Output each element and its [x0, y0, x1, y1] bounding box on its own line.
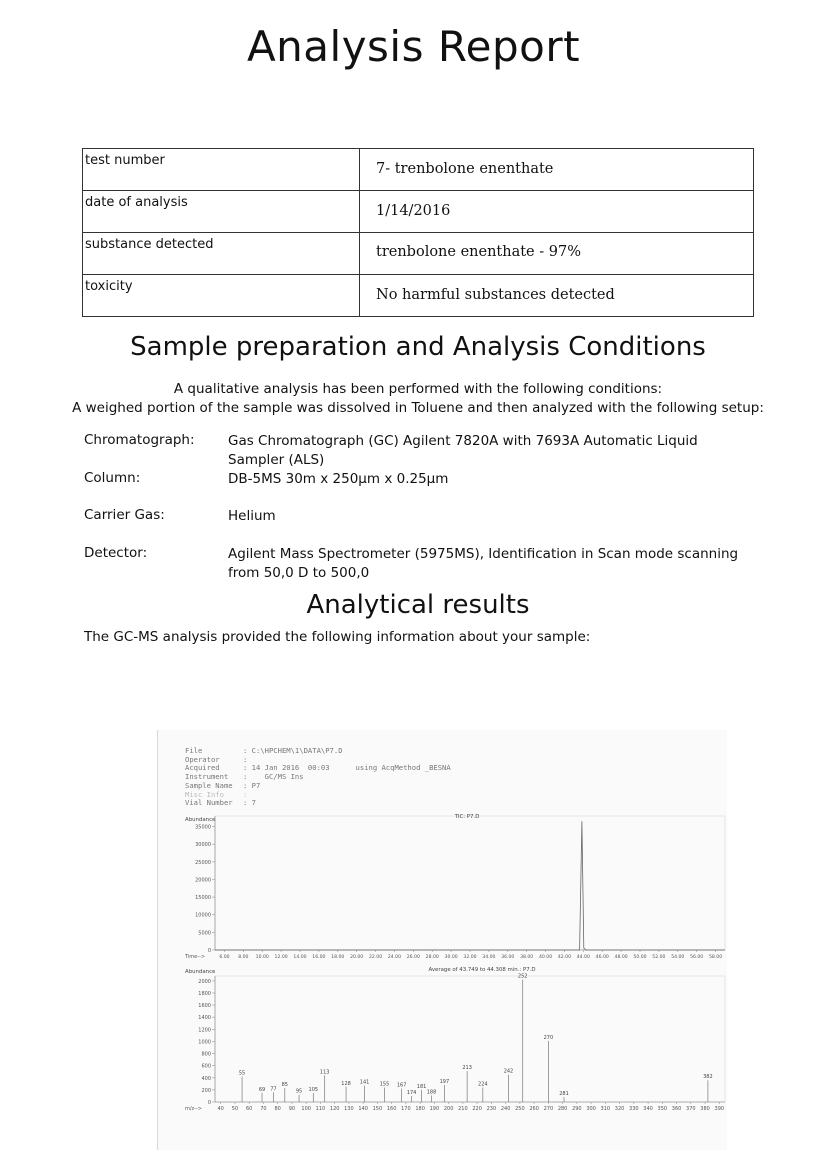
ms-x-tick-label: 60 — [246, 1106, 253, 1112]
ms-peak-label: 188 — [426, 1089, 437, 1096]
tic-x-tick-label: 22.00 — [368, 955, 383, 960]
meta-key: Operator — [185, 754, 220, 764]
ms-x-tick-label: 280 — [557, 1106, 568, 1112]
condition-value: Agilent Mass Spectrometer (5975MS), Identification in Scan mode scanning from 50,0 D to 500,0 — [228, 546, 739, 581]
ms-peak-label: 281 — [559, 1091, 569, 1098]
tic-x-tick-label: 52.00 — [652, 955, 666, 960]
table-label: toxicity — [83, 275, 360, 317]
ms-peak-label: 181 — [416, 1083, 427, 1090]
ms-x-axis-label: m/z--> — [185, 1106, 202, 1112]
tic-x-tick-label: 14.00 — [293, 955, 307, 960]
ms-x-tick-label: 70 — [260, 1106, 267, 1112]
tic-x-tick-label: 50.00 — [633, 955, 647, 960]
meta-key: Vial Number — [185, 798, 233, 808]
ms-peak-label: 382 — [703, 1074, 713, 1081]
ms-y-tick-label: 1000 — [198, 1039, 211, 1046]
results-intro: The GC-MS analysis provided the following information about your sample: — [84, 629, 591, 645]
ms-x-tick-label: 40 — [217, 1106, 224, 1112]
tic-x-tick-label: 48.00 — [614, 955, 628, 960]
gcms-charts — [157, 730, 727, 1150]
tic-x-tick-label: 8.00 — [238, 955, 249, 960]
tic-x-tick-label: 32.00 — [463, 955, 477, 960]
condition-label: Column: — [84, 470, 141, 486]
ms-x-tick-label: 50 — [231, 1106, 239, 1112]
meta-key: Acquired — [185, 763, 220, 773]
ms-peak-label: 55 — [238, 1070, 246, 1077]
table-row — [83, 233, 754, 275]
ms-x-tick-label: 290 — [572, 1106, 582, 1112]
ms-peak-label: 167 — [396, 1082, 407, 1089]
meta-value: : P7 — [243, 780, 261, 790]
ms-y-tick-label: 200 — [201, 1087, 211, 1094]
tic-x-tick-label: 24.00 — [387, 955, 402, 960]
meta-key: Misc Info — [185, 789, 224, 799]
ms-peak-label: 252 — [517, 973, 528, 980]
ms-y-tick-label: 2000 — [198, 978, 211, 985]
ms-x-tick-label: 210 — [458, 1106, 468, 1112]
tic-y-tick-label: 30000 — [195, 842, 211, 849]
meta-key: File — [185, 746, 203, 755]
ms-title: Average of 43.749 to 44.308 min.: P7.D — [428, 967, 536, 973]
ms-x-tick-label: 380 — [700, 1106, 710, 1112]
table-row — [83, 275, 754, 317]
tic-x-tick-label: 56.00 — [690, 955, 704, 960]
meta-value: : C:\HPCHEM\1\DATA\P7.D — [243, 746, 343, 755]
table-row — [83, 149, 754, 191]
ms-y-tick-label: 1800 — [198, 990, 211, 997]
tic-x-tick-label: 30.00 — [444, 955, 458, 960]
tic-plot-frame — [215, 816, 725, 950]
ms-x-tick-label: 260 — [529, 1106, 539, 1112]
ms-x-tick-label: 180 — [415, 1106, 425, 1112]
meta-value: : GC/MS Ins — [243, 772, 304, 782]
ms-peak-label: 69 — [258, 1086, 266, 1093]
tic-x-tick-label: 16.00 — [312, 955, 326, 960]
tic-x-tick-label: 54.00 — [671, 955, 685, 960]
ms-x-tick-label: 360 — [671, 1106, 682, 1112]
ms-x-tick-label: 350 — [657, 1106, 668, 1112]
meta-value: : 14 Jan 2016 00:03 using AcqMethod _BESNA — [243, 763, 451, 773]
condition-value: Helium — [228, 508, 276, 524]
tic-x-tick-label: 36.00 — [501, 955, 515, 960]
ms-peak-label: 174 — [406, 1089, 417, 1096]
section-heading-results: Analytical results — [306, 590, 530, 620]
tic-x-tick-label: 20.00 — [350, 955, 364, 960]
ms-peak-label: 77 — [270, 1086, 277, 1093]
ms-peak-label: 155 — [379, 1081, 390, 1088]
ms-x-tick-label: 140 — [358, 1106, 368, 1112]
ms-x-tick-label: 390 — [714, 1106, 725, 1112]
tic-x-tick-label: 26.00 — [406, 955, 420, 960]
table-value: 1/14/2016 — [360, 191, 754, 233]
ms-y-tick-label: 800 — [201, 1051, 211, 1058]
tic-y-tick-label: 10000 — [195, 912, 211, 919]
meta-key: Sample Name — [185, 780, 233, 790]
table-value: trenbolone enenthate - 97% — [360, 233, 754, 275]
condition-label: Chromatograph: — [84, 432, 195, 448]
tic-x-tick-label: 34.00 — [482, 955, 496, 960]
page-title: Analysis Report — [246, 22, 581, 71]
ms-x-tick-label: 170 — [401, 1106, 411, 1112]
ms-x-tick-label: 150 — [372, 1106, 383, 1112]
prep-intro-line-2: A weighed portion of the sample was dissolved in Toluene and then analyzed with the following setup: — [72, 400, 764, 416]
meta-value: : 7 — [243, 798, 256, 808]
table-label: substance detected — [83, 233, 360, 275]
ms-peak-label: 95 — [295, 1088, 303, 1095]
tic-x-tick-label: 42.00 — [557, 955, 572, 960]
meta-key: Instrument — [185, 772, 229, 782]
tic-title: TIC: P7.D — [454, 814, 480, 820]
condition-value: DB-5MS 30m x 250µm x 0.25µm — [228, 471, 449, 487]
ms-y-tick-label: 600 — [201, 1063, 211, 1070]
ms-x-tick-label: 330 — [629, 1106, 639, 1112]
tic-x-tick-label: 58.00 — [708, 955, 723, 960]
ms-x-tick-label: 370 — [686, 1106, 696, 1112]
ms-x-tick-label: 310 — [600, 1106, 611, 1112]
tic-x-tick-label: 40.00 — [538, 955, 553, 960]
ms-x-tick-label: 190 — [429, 1106, 440, 1112]
ms-y-tick-label: 1200 — [198, 1027, 211, 1034]
tic-x-tick-label: 46.00 — [595, 955, 609, 960]
ms-x-tick-label: 160 — [386, 1106, 397, 1112]
ms-x-tick-label: 130 — [344, 1106, 354, 1112]
ms-x-tick-label: 200 — [443, 1106, 454, 1112]
tic-x-tick-label: 38.00 — [520, 955, 534, 960]
gcms-printout — [157, 730, 727, 1150]
ms-peak-label: 128 — [341, 1080, 351, 1087]
tic-series-line — [215, 821, 725, 950]
table-value: No harmful substances detected — [360, 275, 754, 317]
ms-peak-label: 197 — [439, 1079, 450, 1086]
ms-x-tick-label: 340 — [643, 1106, 653, 1112]
condition-label: Detector: — [84, 545, 148, 561]
ms-x-tick-label: 320 — [614, 1106, 625, 1112]
table-value: 7- trenbolone enenthate — [360, 149, 754, 191]
ms-x-tick-label: 100 — [301, 1106, 311, 1112]
tic-y-tick-label: 0 — [207, 948, 211, 954]
ms-y-tick-label: 0 — [207, 1100, 211, 1106]
tic-y-tick-label: 15000 — [195, 895, 211, 902]
condition-value: Gas Chromatograph (GC) Agilent 7820A with 7693A Automatic Liquid Sampler (ALS) — [228, 433, 698, 468]
ms-peak-label: 213 — [462, 1065, 472, 1072]
tic-y-axis-label: Abundance — [185, 817, 216, 823]
ms-y-tick-label: 1400 — [198, 1015, 211, 1022]
meta-value: : — [243, 754, 248, 764]
ms-x-tick-label: 220 — [472, 1106, 482, 1112]
tic-x-tick-label: 10.00 — [255, 955, 269, 960]
meta-value: : — [243, 789, 248, 799]
ms-peak-label: 141 — [359, 1079, 370, 1086]
tic-y-tick-label: 20000 — [195, 877, 211, 884]
tic-x-tick-label: 12.00 — [274, 955, 288, 960]
ms-y-axis-label: Abundance — [185, 969, 216, 975]
ms-y-tick-label: 400 — [201, 1075, 211, 1082]
ms-peak-label: 242 — [503, 1068, 514, 1075]
ms-peak-label: 224 — [478, 1081, 488, 1088]
summary-table — [82, 148, 754, 317]
tic-x-tick-label: 6.00 — [219, 955, 230, 960]
ms-peak-label: 85 — [281, 1082, 288, 1089]
table-label: date of analysis — [83, 191, 360, 233]
ms-y-tick-label: 1600 — [198, 1003, 211, 1010]
ms-peak-label: 113 — [319, 1069, 330, 1076]
condition-label: Carrier Gas: — [84, 507, 165, 523]
section-heading-preparation: Sample preparation and Analysis Conditions — [130, 332, 706, 362]
ms-x-tick-label: 90 — [288, 1106, 296, 1112]
ms-plot-frame — [215, 973, 725, 1102]
table-row — [83, 191, 754, 233]
tic-x-tick-label: 18.00 — [331, 955, 345, 960]
table-label: test number — [83, 149, 360, 191]
tic-x-tick-label: 44.00 — [576, 955, 590, 960]
ms-x-tick-label: 240 — [500, 1106, 511, 1112]
ms-peak-label: 270 — [543, 1034, 554, 1041]
ms-x-tick-label: 250 — [515, 1106, 525, 1112]
tic-y-tick-label: 25000 — [195, 859, 211, 866]
ms-x-tick-label: 300 — [586, 1106, 596, 1112]
ms-x-tick-label: 120 — [329, 1106, 340, 1112]
tic-x-axis-label: Time--> — [185, 954, 206, 960]
tic-y-tick-label: 5000 — [198, 930, 211, 937]
ms-x-tick-label: 230 — [486, 1106, 497, 1112]
ms-peak-label: 105 — [308, 1086, 319, 1093]
prep-intro-line-1: A qualitative analysis has been performed with the following conditions: — [173, 381, 663, 397]
tic-x-tick-label: 28.00 — [425, 955, 439, 960]
tic-y-tick-label: 35000 — [195, 824, 211, 831]
ms-x-tick-label: 270 — [543, 1106, 554, 1112]
ms-x-tick-label: 110 — [315, 1106, 326, 1112]
ms-x-tick-label: 80 — [274, 1106, 281, 1112]
